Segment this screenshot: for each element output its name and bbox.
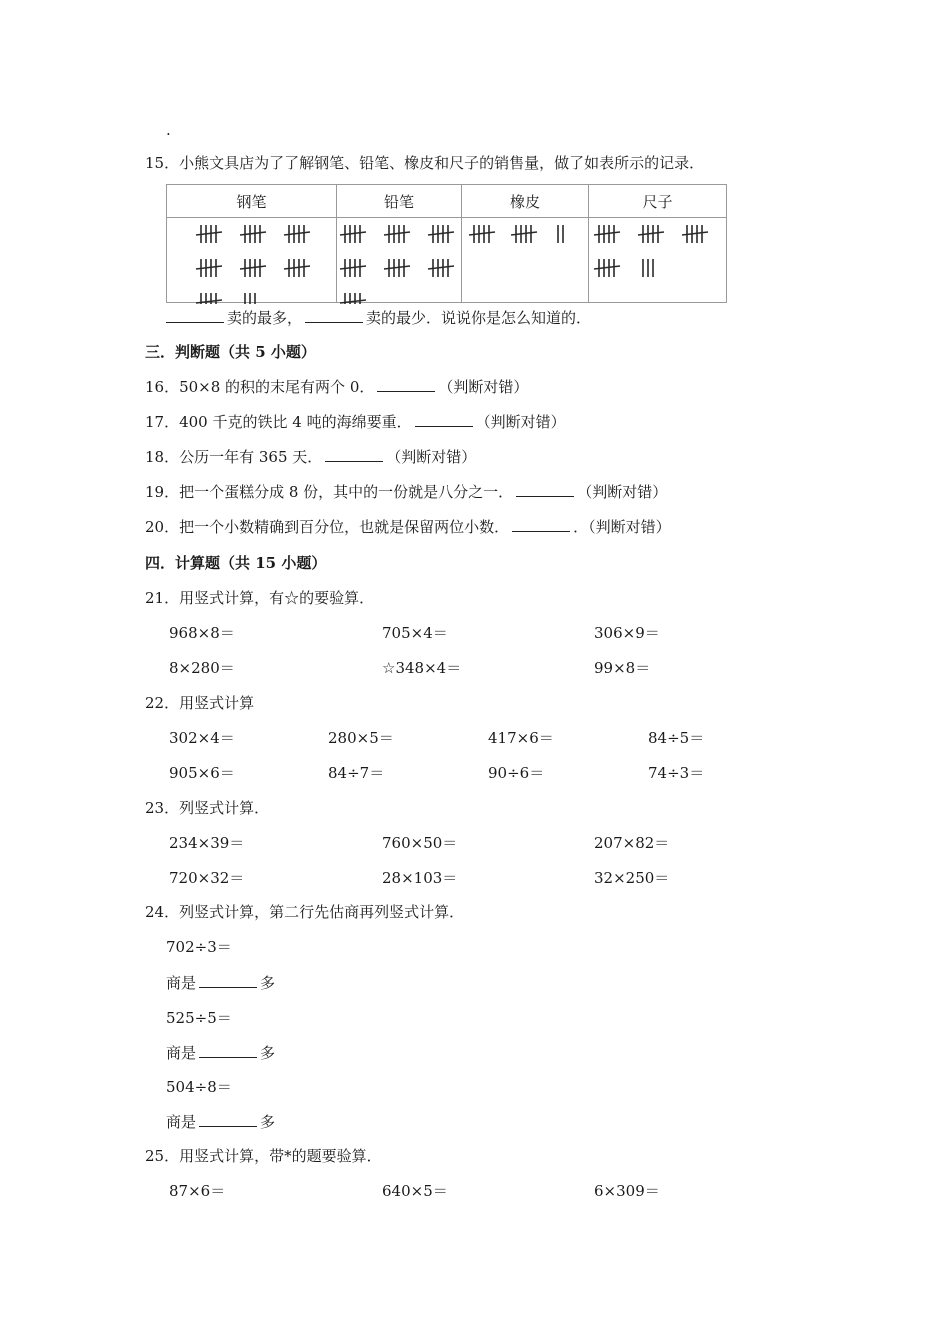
estimate-suffix: 多 xyxy=(260,974,276,992)
expr-q23: 720×32＝ xyxy=(169,869,245,887)
tally-crossbar xyxy=(428,266,454,269)
tally-cell-pencil xyxy=(337,218,462,303)
tally-group xyxy=(594,259,620,277)
tally-cell-eraser xyxy=(462,218,589,303)
question-text: 50×8 的积的末尾有两个 0． xyxy=(179,378,375,396)
tally-crossbar xyxy=(196,232,222,235)
question-suffix: （判断对错） xyxy=(577,483,668,501)
estimate-blank[interactable] xyxy=(199,1043,257,1058)
header-pencil: 铅笔 xyxy=(337,185,462,218)
question-text: 把一个蛋糕分成 8 份，其中的一份就是八分之一． xyxy=(179,483,514,501)
expr-q22: 302×4＝ xyxy=(169,729,235,747)
tally-group xyxy=(196,293,222,304)
tally-group xyxy=(384,225,410,243)
question-suffix: ．（判断对错） xyxy=(573,518,671,536)
page-dot: . xyxy=(166,121,171,139)
expr-q22: 74÷3＝ xyxy=(648,764,705,782)
question-24-title: 24．列竖式计算，第二行先估商再列竖式计算． xyxy=(145,903,465,921)
tally-group xyxy=(594,225,620,243)
question-number: 17． xyxy=(145,413,180,431)
tally-crossbar xyxy=(284,266,310,269)
tally-crossbar xyxy=(594,232,620,235)
expr-q23: 760×50＝ xyxy=(382,834,458,852)
tally-group xyxy=(558,225,563,243)
question-number: 18． xyxy=(145,448,180,466)
answer-text-least: 卖的最少．说说你是怎么知道的． xyxy=(366,309,592,327)
question-16 xyxy=(145,377,528,397)
answer-blank[interactable] xyxy=(415,412,473,427)
expr-q21: ☆348×4＝ xyxy=(382,659,462,677)
tally-group xyxy=(428,259,454,277)
answer-blank-most[interactable] xyxy=(166,308,224,323)
expr-q21: 8×280＝ xyxy=(169,659,235,677)
tally-crossbar xyxy=(638,232,664,235)
tally-group xyxy=(340,293,366,304)
tally-crossbar xyxy=(511,232,537,235)
estimate-line xyxy=(166,973,275,993)
question-19 xyxy=(145,482,667,502)
tally-group xyxy=(340,225,366,243)
tally-marks-ruler xyxy=(589,218,727,304)
tally-crossbar xyxy=(340,232,366,235)
question-number: 16． xyxy=(145,378,180,396)
answer-blank[interactable] xyxy=(512,517,570,532)
estimate-prefix: 商是 xyxy=(166,1113,197,1131)
tally-crossbar xyxy=(594,266,620,269)
estimate-suffix: 多 xyxy=(260,1044,276,1062)
question-23-title: 23．列竖式计算． xyxy=(145,799,270,817)
answer-text-most: 卖的最多， xyxy=(227,309,303,327)
question-21-title: 21．用竖式计算，有☆的要验算． xyxy=(145,589,375,607)
answer-blank[interactable] xyxy=(516,482,574,497)
tally-crossbar xyxy=(240,232,266,235)
estimate-suffix: 多 xyxy=(260,1113,276,1131)
estimate-line xyxy=(166,1112,275,1132)
question-suffix: （判断对错） xyxy=(438,378,529,396)
expr-q24: 525÷5＝ xyxy=(166,1009,232,1027)
question-text: 小熊文具店为了了解钢笔、铅笔、橡皮和尺子的销售量，做了如表所示的记录． xyxy=(179,154,705,172)
tally-group xyxy=(340,259,366,277)
expr-q21: 306×9＝ xyxy=(594,624,660,642)
expr-q25: 640×5＝ xyxy=(382,1182,448,1200)
question-text: 公历一年有 365 天． xyxy=(179,448,323,466)
expr-q23: 207×82＝ xyxy=(594,834,670,852)
expr-q24: 504÷8＝ xyxy=(166,1078,232,1096)
question-25-title: 25．用竖式计算，带*的题要验算． xyxy=(145,1147,382,1165)
tally-group xyxy=(384,259,410,277)
expr-q22: 905×6＝ xyxy=(169,764,235,782)
tally-crossbar xyxy=(196,300,222,303)
header-pen: 钢笔 xyxy=(167,185,337,218)
tally-crossbar xyxy=(240,266,266,269)
section-4-title: 四．计算题（共 15 小题） xyxy=(145,554,327,572)
estimate-prefix: 商是 xyxy=(166,1044,197,1062)
tally-table xyxy=(166,184,727,303)
tally-group xyxy=(240,259,266,277)
tally-group xyxy=(284,225,310,243)
expr-q23: 28×103＝ xyxy=(382,869,458,887)
tally-cell-pen xyxy=(167,218,337,303)
tally-group xyxy=(682,225,708,243)
estimate-blank[interactable] xyxy=(199,973,257,988)
expr-q24: 702÷3＝ xyxy=(166,938,232,956)
tally-crossbar xyxy=(340,300,366,303)
answer-blank[interactable] xyxy=(377,377,435,392)
tally-group xyxy=(284,259,310,277)
expr-q22: 280×5＝ xyxy=(328,729,394,747)
question-suffix: （判断对错） xyxy=(386,448,477,466)
question-18 xyxy=(145,447,476,467)
expr-q21: 705×4＝ xyxy=(382,624,448,642)
tally-group xyxy=(638,225,664,243)
tally-group xyxy=(469,225,495,243)
question-17 xyxy=(145,412,566,432)
tally-marks-pen xyxy=(167,218,337,304)
question-text: 400 千克的铁比 4 吨的海绵要重． xyxy=(179,413,412,431)
question-suffix: （判断对错） xyxy=(475,413,566,431)
tally-group xyxy=(245,293,255,304)
expr-q22: 84÷5＝ xyxy=(648,729,705,747)
question-number: 20． xyxy=(145,518,180,536)
tally-group xyxy=(511,225,537,243)
tally-marks-eraser xyxy=(462,218,589,304)
tally-group xyxy=(643,259,653,277)
answer-blank[interactable] xyxy=(325,447,383,462)
expr-q25: 87×6＝ xyxy=(169,1182,226,1200)
tally-crossbar xyxy=(340,266,366,269)
q15-answer-line xyxy=(166,308,591,328)
tally-group xyxy=(196,225,222,243)
tally-crossbar xyxy=(196,266,222,269)
expr-q22: 84÷7＝ xyxy=(328,764,385,782)
expr-q21: 99×8＝ xyxy=(594,659,651,677)
estimate-prefix: 商是 xyxy=(166,974,197,992)
question-number: 15． xyxy=(145,154,180,172)
tally-crossbar xyxy=(682,232,708,235)
header-ruler: 尺子 xyxy=(589,185,727,218)
expr-q25: 6×309＝ xyxy=(594,1182,660,1200)
tally-marks-pencil xyxy=(337,218,462,304)
answer-blank-least[interactable] xyxy=(305,308,363,323)
expr-q23: 234×39＝ xyxy=(169,834,245,852)
tally-crossbar xyxy=(384,232,410,235)
tally-cell-ruler xyxy=(589,218,727,303)
question-number: 19． xyxy=(145,483,180,501)
expr-q22: 417×6＝ xyxy=(488,729,554,747)
question-22-title: 22．用竖式计算 xyxy=(145,694,255,712)
tally-group xyxy=(428,225,454,243)
estimate-line xyxy=(166,1043,275,1063)
section-3-title: 三．判断题（共 5 小题） xyxy=(145,343,316,361)
tally-crossbar xyxy=(384,266,410,269)
header-eraser: 橡皮 xyxy=(462,185,589,218)
estimate-blank[interactable] xyxy=(199,1112,257,1127)
question-text: 把一个小数精确到百分位，也就是保留两位小数． xyxy=(179,518,510,536)
tally-crossbar xyxy=(284,232,310,235)
tally-crossbar xyxy=(469,232,495,235)
tally-crossbar xyxy=(428,232,454,235)
question-20 xyxy=(145,517,671,537)
expr-q23: 32×250＝ xyxy=(594,869,670,887)
expr-q21: 968×8＝ xyxy=(169,624,235,642)
tally-group xyxy=(240,225,266,243)
question-15 xyxy=(145,153,704,173)
expr-q22: 90÷6＝ xyxy=(488,764,545,782)
tally-group xyxy=(196,259,222,277)
